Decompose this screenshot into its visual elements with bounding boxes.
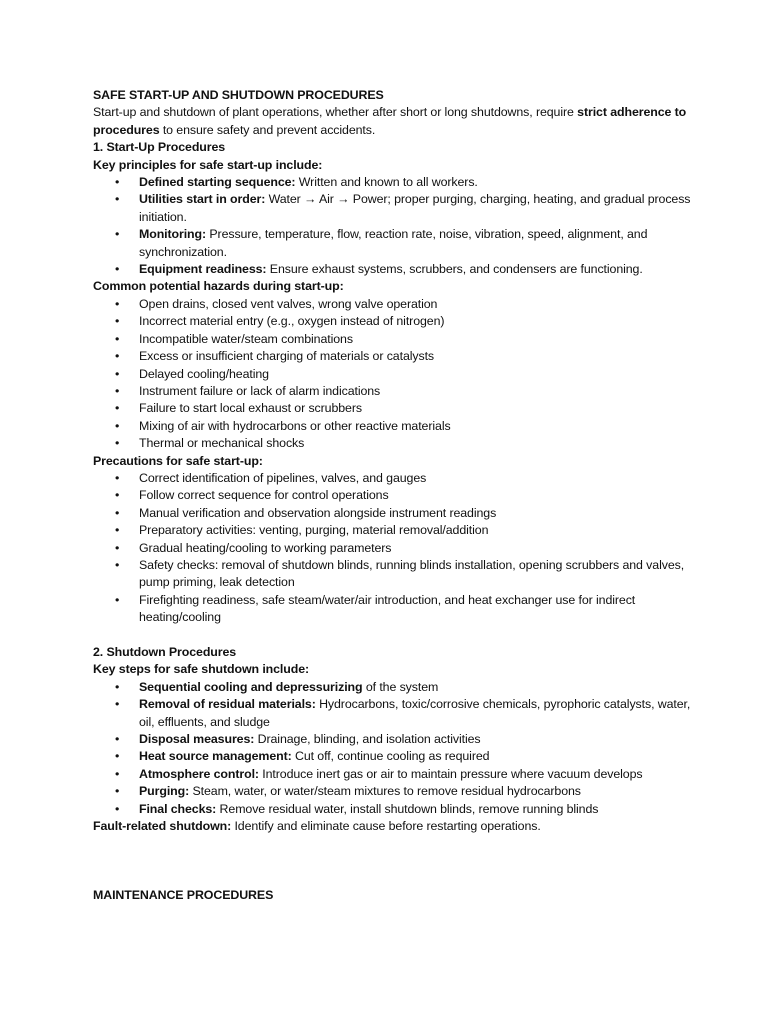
list-item: • Gradual heating/cooling to working parameters [93,540,693,557]
document-title: SAFE START-UP AND SHUTDOWN PROCEDURES [93,88,384,102]
list-item-bold: Defined starting sequence: [139,175,296,190]
shutdown-steps-heading: Key steps for safe shutdown include: [93,662,310,677]
list-item-bold: Final checks: [139,801,217,816]
intro-paragraph [93,104,693,139]
list-item-bold: Utilities start in order: [139,192,266,207]
fault-shutdown-note [93,818,693,835]
list-item: • Manual verification and observation alongside instrument readings [93,505,693,522]
list-item-text: Written and known to all workers. [295,175,478,190]
list-item-bold: Equipment readiness: [139,262,267,277]
list-item-text: Water → Air → Power; proper purging, charging, heating, and gradual process initiation. [139,192,691,224]
list-item: • Follow correct sequence for control operations [93,487,693,504]
list-item: • Open drains, closed vent valves, wrong valve operation [93,296,693,313]
shutdown-steps-list [93,679,693,818]
list-item [93,191,693,226]
list-item: • Mixing of air with hydrocarbons or other reactive materials [93,418,693,435]
startup-heading: 1. Start-Up Procedures [93,140,226,155]
list-item [93,748,693,765]
list-item: • Safety checks: removal of shutdown blinds, running blinds installation, opening scrubbers and valves, pump priming, leak detection [93,557,693,592]
fault-shutdown-text: Identify and eliminate cause before restarting operations. [231,819,541,834]
principles-heading: Key principles for safe start-up include: [93,157,323,172]
list-item-text: Pressure, temperature, flow, reaction rate, noise, vibration, speed, alignment, and synchronization. [139,227,648,259]
list-item: • Thermal or mechanical shocks [93,435,693,452]
list-item-text: Introduce inert gas or air to maintain pressure where vacuum develops [258,766,643,781]
blank-line [93,627,693,644]
list-item: • Excess or insufficient charging of materials or catalysts [93,348,693,365]
list-item: • Correct identification of pipelines, valves, and gauges [93,470,693,487]
list-item [93,801,693,818]
list-item-bold: Atmosphere control: [139,766,259,781]
list-item: • Instrument failure or lack of alarm indications [93,383,693,400]
list-item: • Firefighting readiness, safe steam/water/air introduction, and heat exchanger use for indirect heating/cooling [93,592,693,627]
list-item: • Incorrect material entry (e.g., oxygen instead of nitrogen) [93,313,693,330]
list-item-text: of the system [362,679,439,694]
intro-bold-text: strict adherence to procedures [93,105,687,137]
principles-list [93,174,693,278]
list-item [93,226,693,261]
list-item [93,766,693,783]
list-item [93,679,693,696]
list-item [93,174,693,191]
intro-text-before: Start-up and shutdown of plant operations, whether after short or long shutdowns, require [93,105,578,120]
list-item-bold: Purging: [139,784,190,799]
hazards-list [93,296,693,453]
list-item-text: Steam, water, or water/steam mixtures to remove residual hydrocarbons [189,784,581,799]
blank-lines [93,835,693,887]
list-item [93,783,693,800]
precautions-heading: Precautions for safe start-up: [93,453,263,468]
fault-shutdown-label: Fault-related shutdown: [93,819,232,834]
list-item: • Failure to start local exhaust or scrubbers [93,400,693,417]
list-item [93,261,693,278]
list-item: • Preparatory activities: venting, purging, material removal/addition [93,522,693,539]
hazards-heading: Common potential hazards during start-up: [93,279,344,294]
list-item-text: Hydrocarbons, toxic/corrosive chemicals, pyrophoric catalysts, water, oil, effluents, and sludge [139,697,691,729]
list-item-text: Drainage, blinding, and isolation activities [254,732,481,747]
list-item-bold: Monitoring: [139,227,207,242]
list-item-text: Remove residual water, install shutdown blinds, remove running blinds [216,801,599,816]
list-item-bold: Sequential cooling and depressurizing [139,679,363,694]
list-item [93,731,693,748]
list-item-bold: Removal of residual materials: [139,697,316,712]
list-item-bold: Disposal measures: [139,732,255,747]
precautions-list [93,470,693,627]
list-item: • Delayed cooling/heating [93,366,693,383]
list-item-text: Ensure exhaust systems, scrubbers, and condensers are functioning. [266,262,643,277]
list-item-text: Cut off, continue cooling as required [291,749,490,764]
list-item-bold: Heat source management: [139,749,292,764]
list-item [93,696,693,731]
maintenance-heading: MAINTENANCE PROCEDURES [93,888,274,903]
intro-text-after: to ensure safety and prevent accidents. [159,122,376,137]
shutdown-heading: 2. Shutdown Procedures [93,644,237,659]
list-item: • Incompatible water/steam combinations [93,331,693,348]
document-page [93,87,693,905]
